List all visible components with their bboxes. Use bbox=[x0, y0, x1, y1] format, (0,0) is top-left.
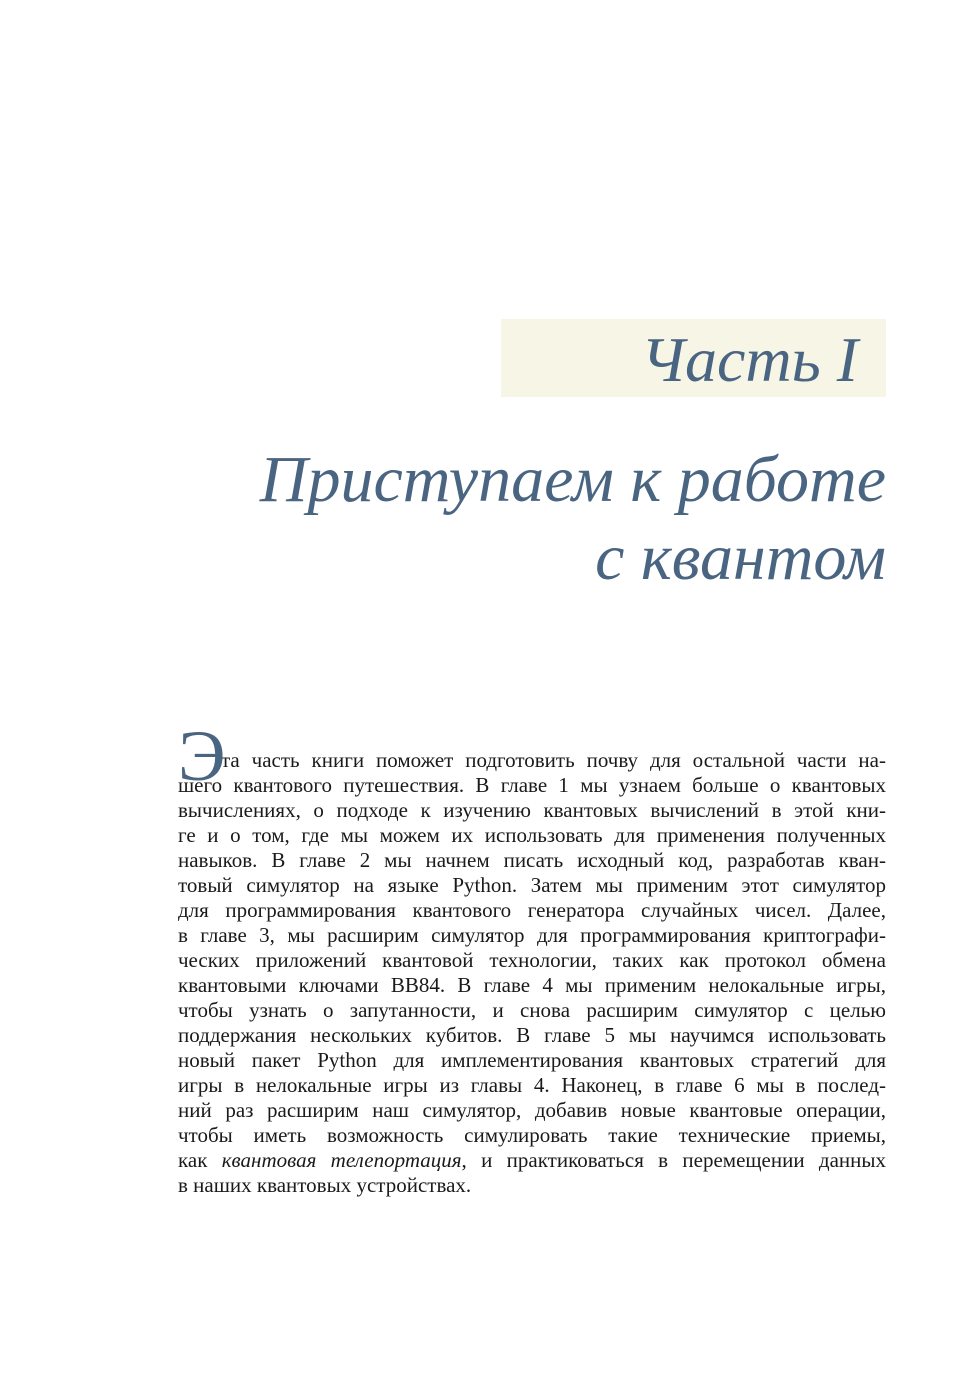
drop-cap: Э bbox=[178, 716, 226, 796]
text-line: чтобы иметь возможность симулировать такие технические приемы, bbox=[178, 1123, 886, 1147]
text-line: для программирования квантового генератора случайных чисел. Далее, bbox=[178, 898, 886, 922]
text-line: игры в нелокальные игры из главы 4. Наконец, в главе 6 мы в послед- bbox=[178, 1073, 886, 1097]
part-label-box bbox=[501, 319, 886, 397]
text-line: вычислениях, о подходе к изучению квантовых вычислений в этой кни- bbox=[178, 798, 886, 822]
part-title-line-2: с квантом bbox=[595, 521, 886, 594]
text-line: в наших квантовых устройствах. bbox=[178, 1173, 472, 1197]
text-line: ге и о том, где мы можем их использовать для применения полученных bbox=[178, 823, 886, 847]
text-line: шего квантового путешествия. В главе 1 мы узнаем больше о квантовых bbox=[178, 773, 886, 797]
text-line: чтобы узнать о запутанности, и снова расширим симулятор с целью bbox=[178, 998, 886, 1022]
intro-paragraph bbox=[178, 716, 886, 1198]
text-line: ний раз расширим наш симулятор, добавив новые квантовые операции, bbox=[178, 1098, 886, 1122]
text-line: та часть книги поможет подготовить почву для остальной части на- bbox=[221, 748, 886, 772]
text-line: навыков. В главе 2 мы начнем писать исходный код, разработав кван- bbox=[178, 848, 886, 872]
text-segment: как bbox=[178, 1148, 222, 1172]
part-label: Часть I bbox=[640, 324, 858, 395]
part-title bbox=[186, 441, 886, 597]
text-line: ческих приложений квантовой технологии, таких как протокол обмена bbox=[178, 948, 886, 972]
text-line: новый пакет Python для имплементирования квантовых стратегий для bbox=[178, 1048, 886, 1072]
text-line: квантовыми ключами BB84. В главе 4 мы применим нелокальные игры, bbox=[178, 973, 886, 997]
emphasis-term: квантовая телепортация bbox=[221, 1148, 462, 1172]
text-line: в главе 3, мы расширим симулятор для программирования криптографи- bbox=[178, 923, 886, 947]
text-line bbox=[178, 1148, 886, 1173]
part-title-line-1: Приступаем к работе bbox=[259, 443, 886, 516]
text-line: поддержания нескольких кубитов. В главе 5 мы научимся использовать bbox=[178, 1023, 886, 1047]
text-segment: , и практиковаться в перемещении данных bbox=[461, 1148, 886, 1172]
text-line: товый симулятор на языке Python. Затем мы применим этот симулятор bbox=[178, 873, 886, 897]
